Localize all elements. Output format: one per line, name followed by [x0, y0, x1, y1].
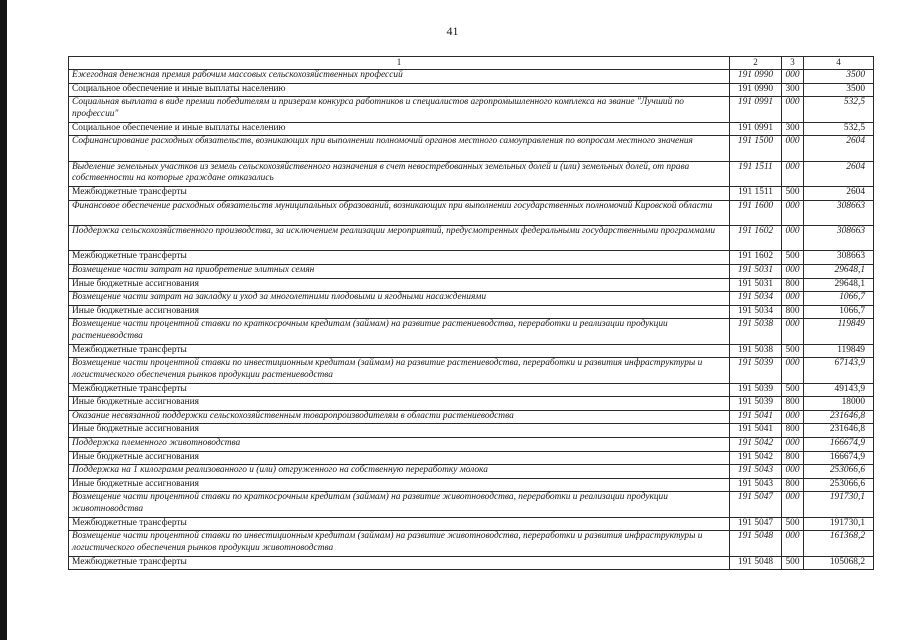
table-row — [69, 70, 874, 84]
row-amount-cell: 18000 — [804, 397, 874, 411]
row-type-cell: 000 — [782, 410, 804, 424]
row-code-cell: 191 5043 — [730, 465, 782, 479]
row-amount-cell: 191730,1 — [804, 517, 874, 531]
row-code-cell: 191 0991 — [730, 122, 782, 136]
table-row — [69, 478, 874, 492]
table-row — [69, 292, 874, 306]
table-row — [69, 424, 874, 438]
row-code-cell: 191 5034 — [730, 305, 782, 319]
row-amount-cell: 1066,7 — [804, 305, 874, 319]
row-code-cell: 191 1602 — [730, 251, 782, 265]
row-name-cell: Иные бюджетные ассигнования — [69, 424, 730, 438]
row-code-cell: 191 1500 — [730, 136, 782, 161]
row-amount-cell: 308663 — [804, 225, 874, 250]
row-amount-cell: 119849 — [804, 344, 874, 358]
table-header-row — [69, 57, 874, 70]
table-row — [69, 264, 874, 278]
header-col-code: 2 — [730, 57, 782, 70]
row-code-cell: 191 5041 — [730, 410, 782, 424]
row-code-cell: 191 5031 — [730, 264, 782, 278]
row-amount-cell: 532,5 — [804, 122, 874, 136]
row-amount-cell: 1066,7 — [804, 292, 874, 306]
row-code-cell: 191 5041 — [730, 424, 782, 438]
row-type-cell: 800 — [782, 305, 804, 319]
table-row — [69, 517, 874, 531]
table-row — [69, 344, 874, 358]
table-row — [69, 278, 874, 292]
row-code-cell: 191 5042 — [730, 451, 782, 465]
row-type-cell: 000 — [782, 70, 804, 84]
table-row — [69, 358, 874, 383]
row-name-cell: Межбюджетные трансферты — [69, 383, 730, 397]
row-amount-cell: 166674,9 — [804, 438, 874, 452]
table-row — [69, 438, 874, 452]
row-code-cell: 191 5039 — [730, 397, 782, 411]
row-code-cell: 191 5039 — [730, 383, 782, 397]
table-row — [69, 492, 874, 517]
row-name-cell: Ежегодная денежная премия рабочим массовых сельскохозяйственных профессий — [69, 70, 730, 84]
row-type-cell: 800 — [782, 478, 804, 492]
row-type-cell: 800 — [782, 424, 804, 438]
row-amount-cell: 191730,1 — [804, 492, 874, 517]
row-name-cell: Возмещение части процентной ставки по краткосрочным кредитам (займам) на развитие животноводства, переработки и реализации продукции животноводства — [69, 492, 730, 517]
row-type-cell: 000 — [782, 292, 804, 306]
row-type-cell: 300 — [782, 83, 804, 97]
row-amount-cell: 253066,6 — [804, 478, 874, 492]
row-name-cell: Иные бюджетные ассигнования — [69, 278, 730, 292]
header-col-name: 1 — [69, 57, 730, 70]
table-body — [69, 70, 874, 570]
row-type-cell: 500 — [782, 251, 804, 265]
row-name-cell: Поддержка на 1 килограмм реализованного и (или) отгруженного на собственную переработку молока — [69, 465, 730, 479]
row-amount-cell: 308663 — [804, 200, 874, 225]
row-name-cell: Социальное обеспечение и иные выплаты населению — [69, 83, 730, 97]
row-code-cell: 191 5031 — [730, 278, 782, 292]
row-type-cell: 000 — [782, 136, 804, 161]
table-row — [69, 200, 874, 225]
row-code-cell: 191 1511 — [730, 186, 782, 200]
row-amount-cell: 2604 — [804, 186, 874, 200]
row-code-cell: 191 1602 — [730, 225, 782, 250]
row-amount-cell: 105068,2 — [804, 556, 874, 570]
row-amount-cell: 49143,9 — [804, 383, 874, 397]
row-code-cell: 191 5047 — [730, 492, 782, 517]
row-type-cell: 800 — [782, 397, 804, 411]
row-type-cell: 000 — [782, 264, 804, 278]
table-row — [69, 319, 874, 344]
table-row — [69, 251, 874, 265]
table-row — [69, 465, 874, 479]
row-code-cell: 191 5043 — [730, 478, 782, 492]
row-amount-cell: 308663 — [804, 251, 874, 265]
row-name-cell: Иные бюджетные ассигнования — [69, 305, 730, 319]
row-type-cell: 500 — [782, 186, 804, 200]
row-name-cell: Межбюджетные трансферты — [69, 344, 730, 358]
row-amount-cell: 161368,2 — [804, 531, 874, 556]
row-name-cell: Межбюджетные трансферты — [69, 251, 730, 265]
row-name-cell: Выделение земельных участков из земель сельскохозяйственного назначения в счет невостребованных земельных долей и (или) земельных долей, от права собственности на которые граждане отказались — [69, 161, 730, 186]
row-type-cell: 000 — [782, 97, 804, 122]
row-type-cell: 500 — [782, 383, 804, 397]
table-row — [69, 225, 874, 250]
row-amount-cell: 3500 — [804, 83, 874, 97]
row-name-cell: Возмещение части процентной ставки по краткосрочным кредитам (займам) на развитие растениеводства, переработки и реализации продукции растениеводства — [69, 319, 730, 344]
row-code-cell: 191 1511 — [730, 161, 782, 186]
table-row — [69, 383, 874, 397]
row-amount-cell: 166674,9 — [804, 451, 874, 465]
row-code-cell: 191 5048 — [730, 556, 782, 570]
row-code-cell: 191 5042 — [730, 438, 782, 452]
row-amount-cell: 67143,9 — [804, 358, 874, 383]
row-type-cell: 800 — [782, 451, 804, 465]
row-code-cell: 191 5034 — [730, 292, 782, 306]
row-amount-cell: 2604 — [804, 136, 874, 161]
row-amount-cell: 532,5 — [804, 97, 874, 122]
table-row — [69, 83, 874, 97]
table-row — [69, 161, 874, 186]
row-amount-cell: 231646,8 — [804, 410, 874, 424]
row-name-cell: Софинансирование расходных обязательств, возникающих при выполнении полномочий органов местного самоуправления по вопросам местного значения — [69, 136, 730, 161]
row-type-cell: 000 — [782, 225, 804, 250]
row-name-cell: Оказание несвязанной поддержки сельскохозяйственным товаропроизводителям в области растениеводства — [69, 410, 730, 424]
table-row — [69, 136, 874, 161]
row-code-cell: 191 5038 — [730, 344, 782, 358]
row-name-cell: Иные бюджетные ассигнования — [69, 478, 730, 492]
row-name-cell: Финансовое обеспечение расходных обязательств муниципальных образований, возникающих при выполнении государственных полномочий Кировской области — [69, 200, 730, 225]
row-amount-cell: 253066,6 — [804, 465, 874, 479]
row-name-cell: Иные бюджетные ассигнования — [69, 397, 730, 411]
row-type-cell: 000 — [782, 200, 804, 225]
row-type-cell: 000 — [782, 531, 804, 556]
row-code-cell: 191 5038 — [730, 319, 782, 344]
table-row — [69, 556, 874, 570]
table-row — [69, 397, 874, 411]
table-row — [69, 305, 874, 319]
row-name-cell: Иные бюджетные ассигнования — [69, 451, 730, 465]
row-type-cell: 500 — [782, 517, 804, 531]
row-name-cell: Поддержка сельскохозяйственного производства, за исключением реализации мероприятий, предусмотренных федеральными государственными программами — [69, 225, 730, 250]
row-name-cell: Социальное обеспечение и иные выплаты населению — [69, 122, 730, 136]
row-type-cell: 000 — [782, 492, 804, 517]
row-code-cell: 191 0991 — [730, 97, 782, 122]
row-name-cell: Возмещение части затрат на приобретение элитных семян — [69, 264, 730, 278]
table-row — [69, 410, 874, 424]
row-amount-cell: 29648,1 — [804, 264, 874, 278]
row-code-cell: 191 0990 — [730, 70, 782, 84]
row-amount-cell: 231646,8 — [804, 424, 874, 438]
row-type-cell: 000 — [782, 438, 804, 452]
table-row — [69, 451, 874, 465]
scan-edge-bar — [0, 0, 7, 640]
row-code-cell: 191 5039 — [730, 358, 782, 383]
table-row — [69, 97, 874, 122]
row-amount-cell: 29648,1 — [804, 278, 874, 292]
row-type-cell: 500 — [782, 344, 804, 358]
row-code-cell: 191 5048 — [730, 531, 782, 556]
header-col-amount: 4 — [804, 57, 874, 70]
table-row — [69, 186, 874, 200]
row-name-cell: Возмещение части процентной ставки по инвестиционным кредитам (займам) на развитие животноводства, переработки и развития инфраструктуры и логистического обеспечения рынков продукции животноводства — [69, 531, 730, 556]
row-name-cell: Межбюджетные трансферты — [69, 517, 730, 531]
table-row — [69, 122, 874, 136]
row-type-cell: 000 — [782, 161, 804, 186]
row-amount-cell: 3500 — [804, 70, 874, 84]
row-name-cell: Поддержка племенного животноводства — [69, 438, 730, 452]
row-type-cell: 000 — [782, 358, 804, 383]
row-code-cell: 191 5047 — [730, 517, 782, 531]
header-col-type: 3 — [782, 57, 804, 70]
row-type-cell: 500 — [782, 556, 804, 570]
row-name-cell: Социальная выплата в виде премии победителям и призерам конкурса работников и специалистов агропромышленного комплекса на звание "Лучший по профессии" — [69, 97, 730, 122]
row-name-cell: Межбюджетные трансферты — [69, 186, 730, 200]
budget-table — [68, 56, 874, 570]
row-type-cell: 800 — [782, 278, 804, 292]
row-amount-cell: 2604 — [804, 161, 874, 186]
row-type-cell: 300 — [782, 122, 804, 136]
page-number: 41 — [446, 24, 459, 38]
row-name-cell: Межбюджетные трансферты — [69, 556, 730, 570]
row-type-cell: 000 — [782, 319, 804, 344]
row-amount-cell: 119849 — [804, 319, 874, 344]
table-row — [69, 531, 874, 556]
row-code-cell: 191 1600 — [730, 200, 782, 225]
row-name-cell: Возмещение части процентной ставки по инвестиционным кредитам (займам) на развитие растениеводства, переработки и развития инфраструктуры и логистического обеспечения рынков продукции растениеводства — [69, 358, 730, 383]
row-code-cell: 191 0990 — [730, 83, 782, 97]
row-type-cell: 000 — [782, 465, 804, 479]
row-name-cell: Возмещение части затрат на закладку и уход за многолетними плодовыми и ягодными насаждениями — [69, 292, 730, 306]
